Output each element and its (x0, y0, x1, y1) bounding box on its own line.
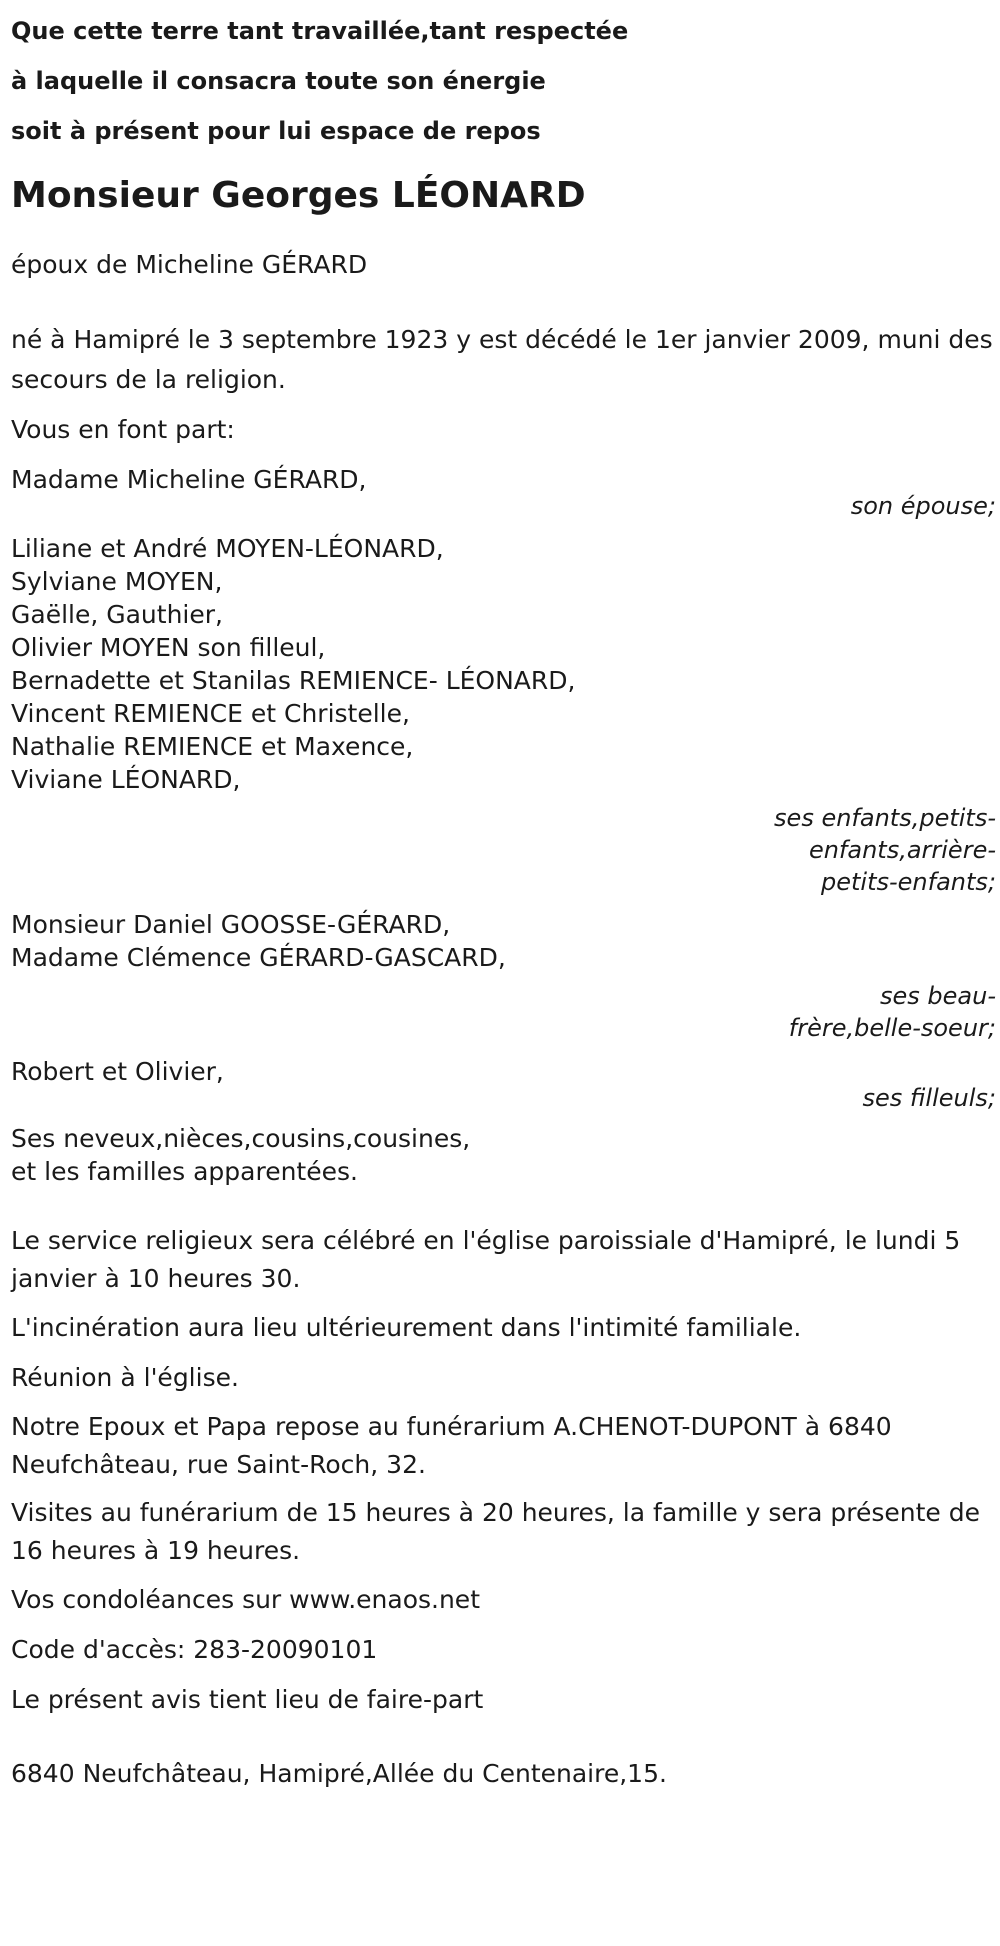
family-name: Liliane et André MOYEN-LÉONARD, (11, 534, 444, 563)
family-name: Sylviane MOYEN, (11, 567, 223, 596)
family-name: Robert et Olivier, (11, 1057, 224, 1086)
family-role: ses beau-frère,belle-soeur; (788, 982, 996, 1042)
epigraph-line: Que cette terre tant travaillée,tant respectée (11, 17, 629, 45)
family-name: Madame Clémence GÉRARD-GASCARD, (11, 943, 506, 972)
visiting-hours-details: Visites au funérarium de 15 heures à 20 heures, la famille y sera présente de 16 heures à 19 heures. (11, 1498, 980, 1565)
service-details: Le service religieux sera célébré en l'église paroissiale d'Hamipré, le lundi 5 janvier à 10 heures 30. (11, 1226, 961, 1293)
address-line: 6840 Neufchâteau, Hamipré,Allée du Centenaire,15. (11, 1759, 667, 1788)
family-name: Viviane LÉONARD, (11, 765, 241, 794)
family-name: et les familles apparentées. (11, 1157, 358, 1186)
family-role: ses filleuls; (862, 1084, 996, 1112)
birth-death-line: né à Hamipré le 3 septembre 1923 y est décédé le 1er janvier 2009, muni des secours de la religion. (11, 325, 993, 394)
announcement-intro: Vous en font part: (11, 415, 235, 444)
epigraph (11, 0, 996, 156)
family-name: Nathalie REMIENCE et Maxence, (11, 732, 414, 761)
access-code-line: Code d'accès: 283-20090101 (11, 1635, 378, 1664)
meeting-details: Réunion à l'église. (11, 1363, 239, 1392)
family-group-godchildren (11, 1052, 996, 1118)
family-name: Olivier MOYEN son filleul, (11, 633, 326, 662)
deceased-name: Monsieur Georges LÉONARD (11, 175, 586, 216)
family-name: Vincent REMIENCE et Christelle, (11, 699, 410, 728)
family-name: Ses neveux,nièces,cousins,cousines, (11, 1124, 471, 1153)
family-group-children (11, 532, 996, 898)
family-name: Bernadette et Stanilas REMIENCE- LÉONARD, (11, 666, 576, 695)
funeral-home-details: Notre Epoux et Papa repose au funérarium A.CHENOT-DUPONT à 6840 Neufchâteau, rue Saint-Roch, 32. (11, 1412, 892, 1479)
family-name: Gaëlle, Gauthier, (11, 600, 223, 629)
epigraph-line: à laquelle il consacra toute son énergie (11, 67, 546, 95)
family-name: Monsieur Daniel GOOSSE-GÉRARD, (11, 910, 451, 939)
notice-statement: Le présent avis tient lieu de faire-part (11, 1685, 484, 1714)
spouse-line: époux de Micheline GÉRARD (11, 250, 368, 279)
family-group-in-laws (11, 908, 996, 1044)
family-role: son épouse; (850, 492, 996, 520)
epigraph-line: soit à présent pour lui espace de repos (11, 117, 541, 145)
family-group-relatives (11, 1122, 996, 1188)
cremation-details: L'incinération aura lieu ultérieurement dans l'intimité familiale. (11, 1313, 802, 1342)
family-name: Madame Micheline GÉRARD, (11, 465, 367, 494)
family-group-spouse (11, 460, 996, 526)
condolences-line: Vos condoléances sur www.enaos.net (11, 1585, 480, 1614)
family-role: ses enfants,petits-enfants,arrière-petits-enfants; (774, 804, 996, 896)
obituary-notice (11, 0, 996, 1794)
